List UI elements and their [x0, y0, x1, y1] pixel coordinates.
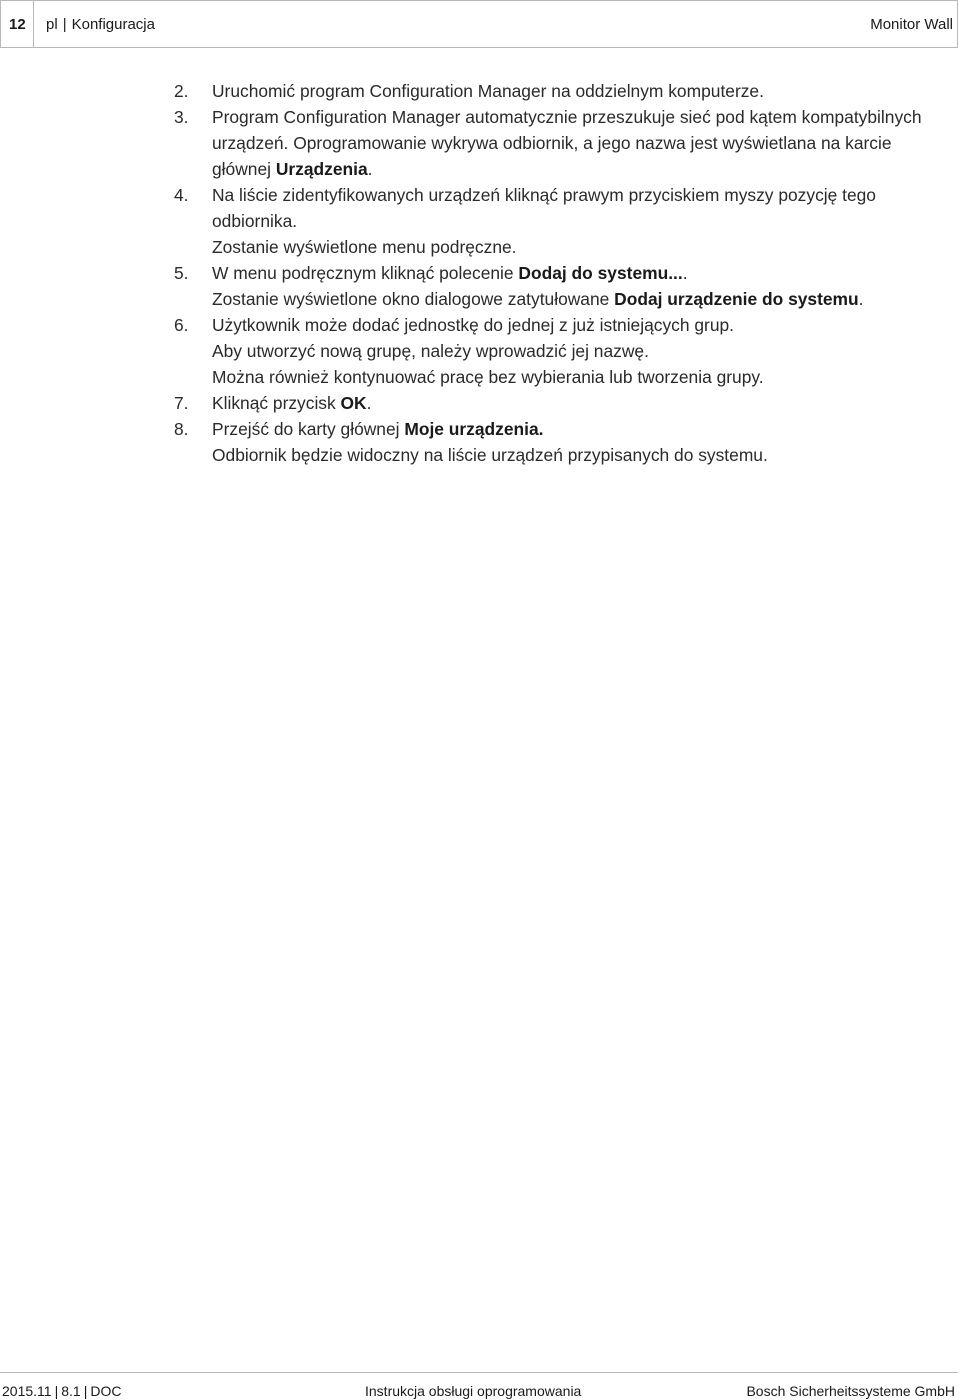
- step-8: [174, 416, 934, 468]
- footer-version: 8.1: [61, 1383, 81, 1399]
- step-number: 3.: [174, 107, 189, 127]
- ui-term-urzadzenia: Urządzenia: [275, 159, 368, 179]
- instruction-steps: [174, 78, 934, 468]
- header-separator: |: [62, 16, 67, 33]
- step-note: Można również kontynuować pracę bez wybierania lub tworzenia grupy.: [212, 367, 764, 387]
- step-number: 6.: [174, 315, 189, 335]
- step-number: 4.: [174, 185, 189, 205]
- step-text: W menu podręcznym kliknąć polecenie Dodaj do systemu....: [212, 263, 688, 283]
- footer-date: 2015.11: [2, 1383, 52, 1399]
- step-result: Zostanie wyświetlone menu podręczne.: [212, 237, 517, 257]
- footer-separator: |: [54, 1383, 59, 1399]
- step-text: Uruchomić program Configuration Manager na oddzielnym komputerze.: [212, 81, 764, 101]
- step-result: Odbiornik będzie widoczny na liście urządzeń przypisanych do systemu.: [212, 445, 768, 465]
- step-result: Zostanie wyświetlone okno dialogowe zatytułowane Dodaj urządzenie do systemu.: [212, 289, 864, 309]
- step-text: Program Configuration Manager automatycznie przeszukuje sieć pod kątem kompatybilnych urządzeń. Oprogramowanie wykrywa odbiornik, a jego nazwa jest wyświetlana na karcie głównej Urządzenia.: [212, 107, 922, 179]
- page-footer: [0, 1372, 958, 1400]
- step-text: Przejść do karty głównej Moje urządzenia.: [212, 419, 544, 439]
- language-code: pl: [46, 16, 58, 33]
- section-title: Konfiguracja: [71, 16, 155, 33]
- header-divider: [33, 1, 34, 47]
- footer-doc-info: [2, 1383, 121, 1399]
- step-note: Aby utworzyć nową grupę, należy wprowadzić jej nazwę.: [212, 341, 649, 361]
- page-header: [0, 0, 958, 48]
- step-number: 7.: [174, 393, 189, 413]
- step-4: [174, 182, 934, 260]
- step-6: [174, 312, 934, 390]
- step-text: Na liście zidentyfikowanych urządzeń kliknąć prawym przyciskiem myszy pozycję tego odbiornika.: [212, 185, 876, 231]
- page-number: 12: [9, 16, 26, 33]
- ui-term-dodaj-urzadzenie: Dodaj urządzenie do systemu: [614, 289, 859, 309]
- footer-doc-title: Instrukcja obsługi oprogramowania: [365, 1383, 582, 1399]
- step-7: [174, 390, 934, 416]
- step-number: 5.: [174, 263, 189, 283]
- step-text: Kliknąć przycisk OK.: [212, 393, 372, 413]
- step-number: 8.: [174, 419, 189, 439]
- footer-doc-type: DOC: [90, 1383, 122, 1399]
- ui-term-moje-urzadzenia: Moje urządzenia.: [404, 419, 544, 439]
- step-5: [174, 260, 934, 312]
- step-number: 2.: [174, 81, 189, 101]
- ui-term-dodaj-do-systemu: Dodaj do systemu...: [518, 263, 683, 283]
- ui-term-ok: OK: [340, 393, 367, 413]
- step-2: [174, 78, 934, 104]
- footer-company: Bosch Sicherheitssysteme GmbH: [746, 1383, 955, 1399]
- product-name: Monitor Wall: [870, 16, 953, 33]
- step-text: Użytkownik może dodać jednostkę do jednej z już istniejących grup.: [212, 315, 734, 335]
- footer-separator: |: [83, 1383, 88, 1399]
- section-label: [46, 16, 155, 33]
- step-3: [174, 104, 934, 182]
